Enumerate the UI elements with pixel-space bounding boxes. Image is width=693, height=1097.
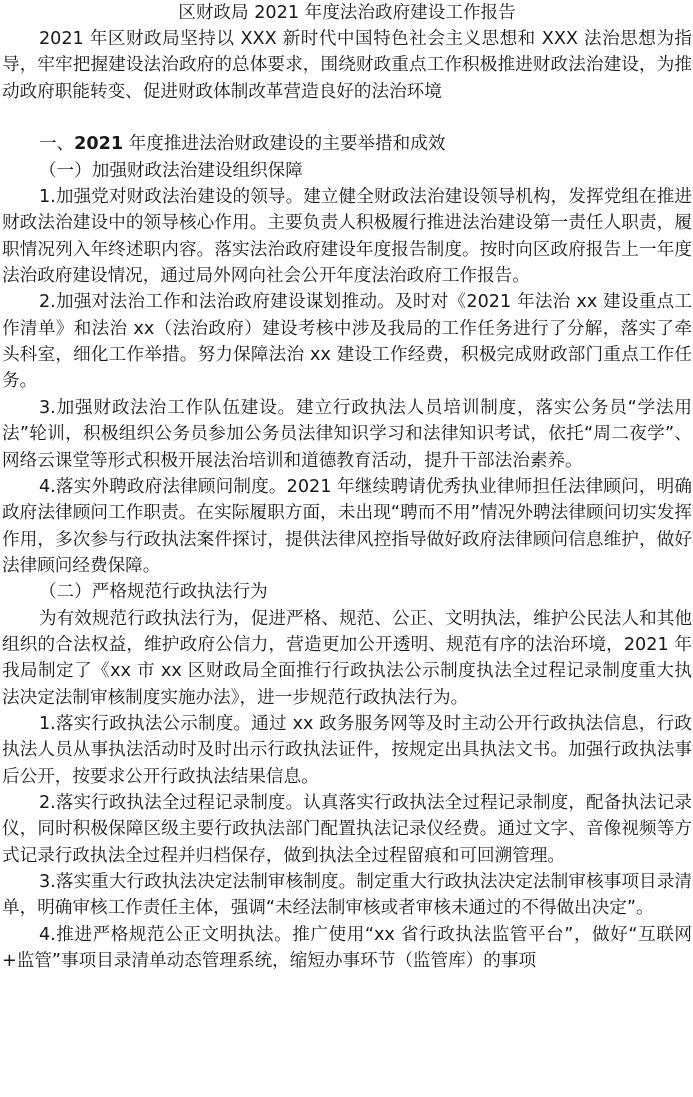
paragraph-1-4: 4.落实外聘政府法律顾问制度。2021 年继续聘请优秀执业律师担任法律顾问，明确政府法律顾问工作职责。在实际履职方面，未出现“聘而不用”情况外聘法律顾问切实发挥作用，多次参与行政执法案件探讨，提供法律风控指导做好政府法律顾问信息维护，做好法律顾问经费保障。 xyxy=(2,476,692,576)
paragraph-1-2: 2.加强对法治工作和法治政府建设谋划推动。及时对《2021 年法治 xx 建设重点工作清单》和法治 xx（法治政府）建设考核中涉及我局的工作任务进行了分解，落实了牵头科室，细化工作举措。努力保障法治 xx 建设工作经费，积极完成财政部门重点工作任务。 xyxy=(2,292,692,392)
section-heading-year: 2021 xyxy=(74,134,124,155)
paragraph-2-1: 1.落实行政执法公示制度。通过 xx 政务服务网等及时主动公开行政执法信息，行政执法人员从事执法活动时及时出示行政执法证件，按规定出具执法文书。加强行政执法事后公开，按要求公开行政执法结果信息。 xyxy=(2,713,692,787)
section-heading-prefix: 一、 xyxy=(38,134,75,155)
paragraph-2-2: 2.落实行政执法全过程记录制度。认真落实行政执法全过程记录制度，配备执法记录仪，同时积极保障区级主要行政执法部门配置执法记录仪经费。通过文字、音像视频等方式记录行政执法全过程并归档保存，做到执法全过程留痕和可回溯管理。 xyxy=(2,792,692,866)
paragraph-2-4: 4.推进严格规范公正文明执法。推广使用“xx 省行政执法监管平台”，做好“互联网+监管”事项目录清单动态管理系统，缩短办事环节（监管库）的事项 xyxy=(2,924,692,972)
paragraph-2-3: 3.落实重大行政执法决定法制审核制度。制定重大行政执法决定法制审核事项目录清单，明确审核工作责任主体，强调“未经法制审核或者审核未通过的不得做出决定”。 xyxy=(2,872,692,919)
section-heading-rest: 年度推进法治财政建设的主要举措和成效 xyxy=(123,134,446,155)
intro-paragraph: 2021 年区财政局坚持以 XXX 新时代中国特色社会主义思想和 XXX 法治思想为指导，牢牢把握建设法治政府的总体要求，围绕财政重点工作积极推进财政法治建设，为推动政府职能转变、促进财政体制改革营造良好的法治环境 xyxy=(2,29,692,102)
paragraph-1-3: 3.加强财政法治工作队伍建设。建立行政执法人员培训制度，落实公务员“学法用法”轮训，积极组织公务员参加公务员法律知识学习和法律知识考试，依托“周二夜学”、网络云课堂等形式积极开展法治培训和道德教育活动，提升干部法治素养。 xyxy=(2,397,692,471)
subsection-heading-1: （一）加强财政法治建设组织保障 xyxy=(38,160,303,181)
section-heading xyxy=(2,131,692,157)
paragraph-1-1: 1.加强党对财政法治建设的领导。建立健全财政法治建设领导机构，发挥党组在推进财政法治建设中的领导核心作用。主要负责人积极履行推进法治建设第一责任人职责，履职情况列入年终述职内容。落实法治政府建设年度报告制度。按时向区政府报告上一年度法治政府建设情况，通过局外网向社会公开年度法治政府工作报告。 xyxy=(2,187,692,287)
document-title: 区财政局 2021 年度法治政府建设工作报告 xyxy=(178,3,516,23)
paragraph-2-intro: 为有效规范行政执法行为，促进严格、规范、公正、文明执法，维护公民法人和其他组织的合法权益，维护政府公信力，营造更加公开透明、规范有序的法治环境，2021 年我局制定了《xx 市 xx 区财政局全面推行行政执法公示制度执法全过程记录制度重大执法决定法制审核制度实施办法》，进一步规范行政执法行为。 xyxy=(2,608,692,708)
blank-line xyxy=(2,105,692,131)
subsection-heading-2: （二）严格规范行政执法行为 xyxy=(38,582,268,603)
